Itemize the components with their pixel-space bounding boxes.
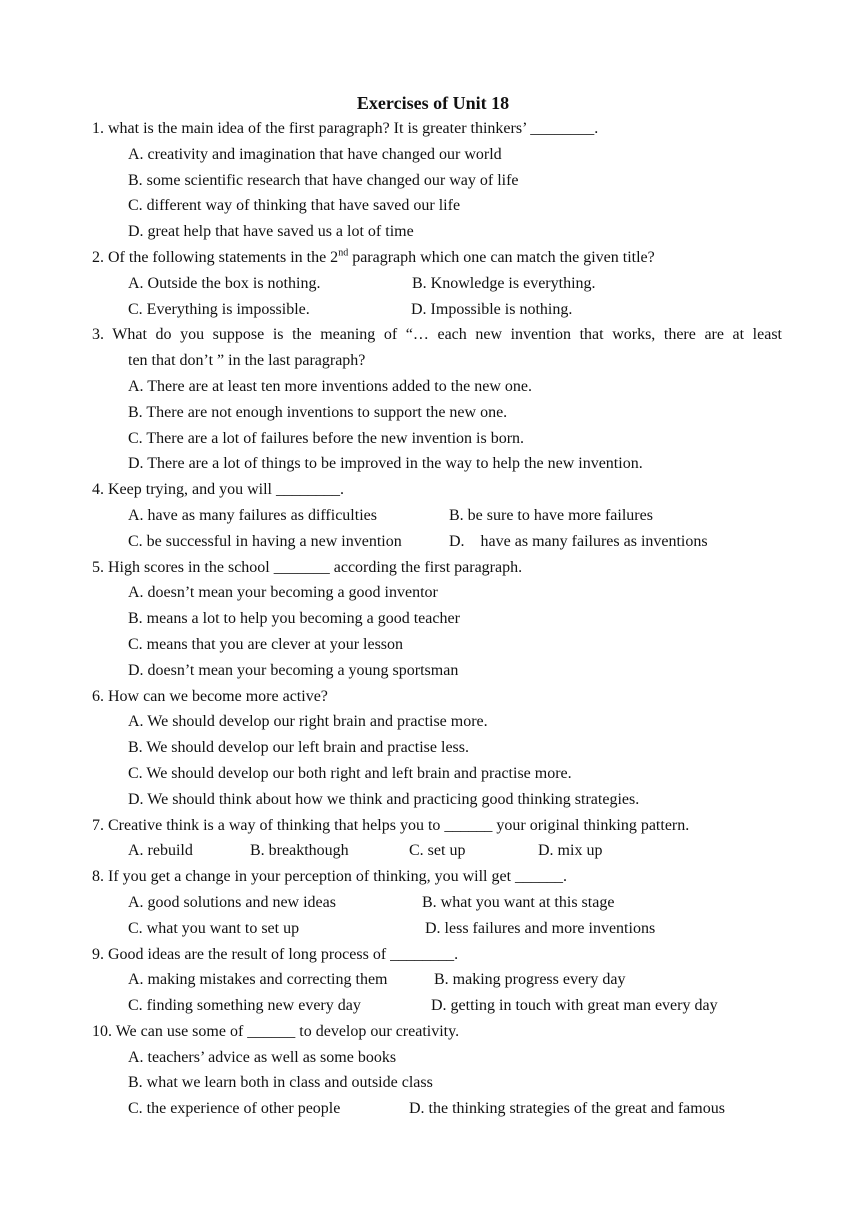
- question-10-option-a: A. teachers’ advice as well as some books: [128, 1048, 397, 1066]
- question-8-options-row-1: [92, 890, 782, 916]
- question-2-stem-superscript: nd: [338, 247, 349, 259]
- question-7-options-row: [92, 838, 782, 864]
- question-8-option-d: D. less failures and more inventions: [425, 919, 656, 937]
- question-8-option-a: A. good solutions and new ideas: [128, 893, 336, 911]
- question-1-stem: 1. what is the main idea of the first paragraph? It is greater thinkers’ ________.: [92, 120, 599, 137]
- question-7-stem: 7. Creative think is a way of thinking that helps you to ______ your original thinking pattern.: [92, 816, 690, 834]
- question-1-option-b: B. some scientific research that have changed our way of life: [128, 171, 519, 189]
- question-2-option-b: B. Knowledge is everything.: [412, 274, 596, 292]
- question-2-option-a: A. Outside the box is nothing.: [128, 274, 321, 292]
- page-title: Exercises of Unit 18: [356, 93, 510, 113]
- question-3-stem-line-2: ten that don’t ” in the last paragraph?: [128, 352, 366, 370]
- question-7-option-b: B. breakthough: [250, 842, 349, 860]
- question-2-option-c: C. Everything is impossible.: [128, 300, 310, 318]
- question-3-option-c: C. There are a lot of failures before the new invention is born.: [128, 429, 525, 447]
- question-5-option-c: C. means that you are clever at your lesson: [128, 635, 404, 653]
- question-9-option-a: A. making mistakes and correcting them: [128, 971, 388, 989]
- question-3-option-d: D. There are a lot of things to be improved in the way to help the new invention.: [128, 455, 643, 473]
- question-9-options-row-1: [92, 967, 782, 993]
- question-10-options-row: [92, 1096, 782, 1122]
- question-1-option-a: A. creativity and imagination that have changed our world: [128, 145, 502, 163]
- question-10-option-d: D. the thinking strategies of the great and famous: [409, 1100, 725, 1118]
- question-4-stem: 4. Keep trying, and you will ________.: [92, 481, 344, 499]
- question-8-stem: 8. If you get a change in your perception of thinking, you will get ______.: [92, 868, 568, 886]
- question-6-option-d: D. We should think about how we think and practicing good thinking strategies.: [128, 790, 640, 808]
- question-4-options-row-2: [92, 529, 782, 555]
- question-6-option-c: C. We should develop our both right and left brain and practise more.: [128, 764, 572, 782]
- question-4-option-b: B. be sure to have more failures: [449, 506, 653, 524]
- question-8-option-c: C. what you want to set up: [128, 919, 300, 937]
- question-1-option-d: D. great help that have saved us a lot of time: [128, 223, 414, 241]
- question-2-stem: [92, 245, 782, 271]
- question-5-option-d: D. doesn’t mean your becoming a young sportsman: [128, 661, 459, 679]
- question-2-options-row-2: [92, 297, 782, 323]
- question-7-option-a: A. rebuild: [128, 842, 193, 860]
- question-6-option-b: B. We should develop our left brain and practise less.: [128, 739, 469, 757]
- question-8-option-b: B. what you want at this stage: [422, 893, 615, 911]
- question-8-options-row-2: [92, 916, 782, 942]
- question-6-option-a: A. We should develop our right brain and practise more.: [128, 713, 488, 731]
- question-5-option-b: B. means a lot to help you becoming a good teacher: [128, 610, 460, 628]
- question-9-stem: 9. Good ideas are the result of long process of ________.: [92, 945, 459, 963]
- question-10-stem: 10. We can use some of ______ to develop our creativity.: [92, 1022, 460, 1040]
- question-10-option-c: C. the experience of other people: [128, 1100, 341, 1118]
- question-2-option-d: D. Impossible is nothing.: [411, 300, 573, 318]
- question-4-option-c: C. be successful in having a new invention: [128, 532, 402, 550]
- question-10-option-b: B. what we learn both in class and outside class: [128, 1074, 433, 1092]
- question-2-stem-after: paragraph which one can match the given title?: [348, 248, 655, 266]
- question-3-option-a: A. There are at least ten more inventions added to the new one.: [128, 377, 533, 395]
- question-5-stem: 5. High scores in the school _______ according the first paragraph.: [92, 558, 523, 576]
- question-9-option-b: B. making progress every day: [434, 971, 626, 989]
- question-9-option-d: D. getting in touch with great man every day: [431, 997, 718, 1015]
- question-9-options-row-2: [92, 993, 782, 1019]
- question-7-option-c: C. set up: [409, 842, 466, 860]
- question-6-stem: 6. How can we become more active?: [92, 687, 328, 705]
- question-5-option-a: A. doesn’t mean your becoming a good inventor: [128, 584, 438, 602]
- question-4-options-row-1: [92, 503, 782, 529]
- question-3-option-b: B. There are not enough inventions to support the new one.: [128, 403, 508, 421]
- question-1-option-c: C. different way of thinking that have saved our life: [128, 197, 461, 215]
- question-2-stem-before: 2. Of the following statements in the 2: [92, 248, 339, 266]
- question-4-option-a: A. have as many failures as difficulties: [128, 506, 377, 524]
- question-7-option-d: D. mix up: [538, 842, 603, 860]
- question-list: [92, 116, 782, 1122]
- question-4-option-d: D. have as many failures as inventions: [449, 532, 708, 550]
- question-2-options-row-1: [92, 271, 782, 297]
- question-9-option-c: C. finding something new every day: [128, 997, 361, 1015]
- question-3-stem-line-1: 3. What do you suppose is the meaning of “… each new invention that works, there are at least: [92, 326, 782, 344]
